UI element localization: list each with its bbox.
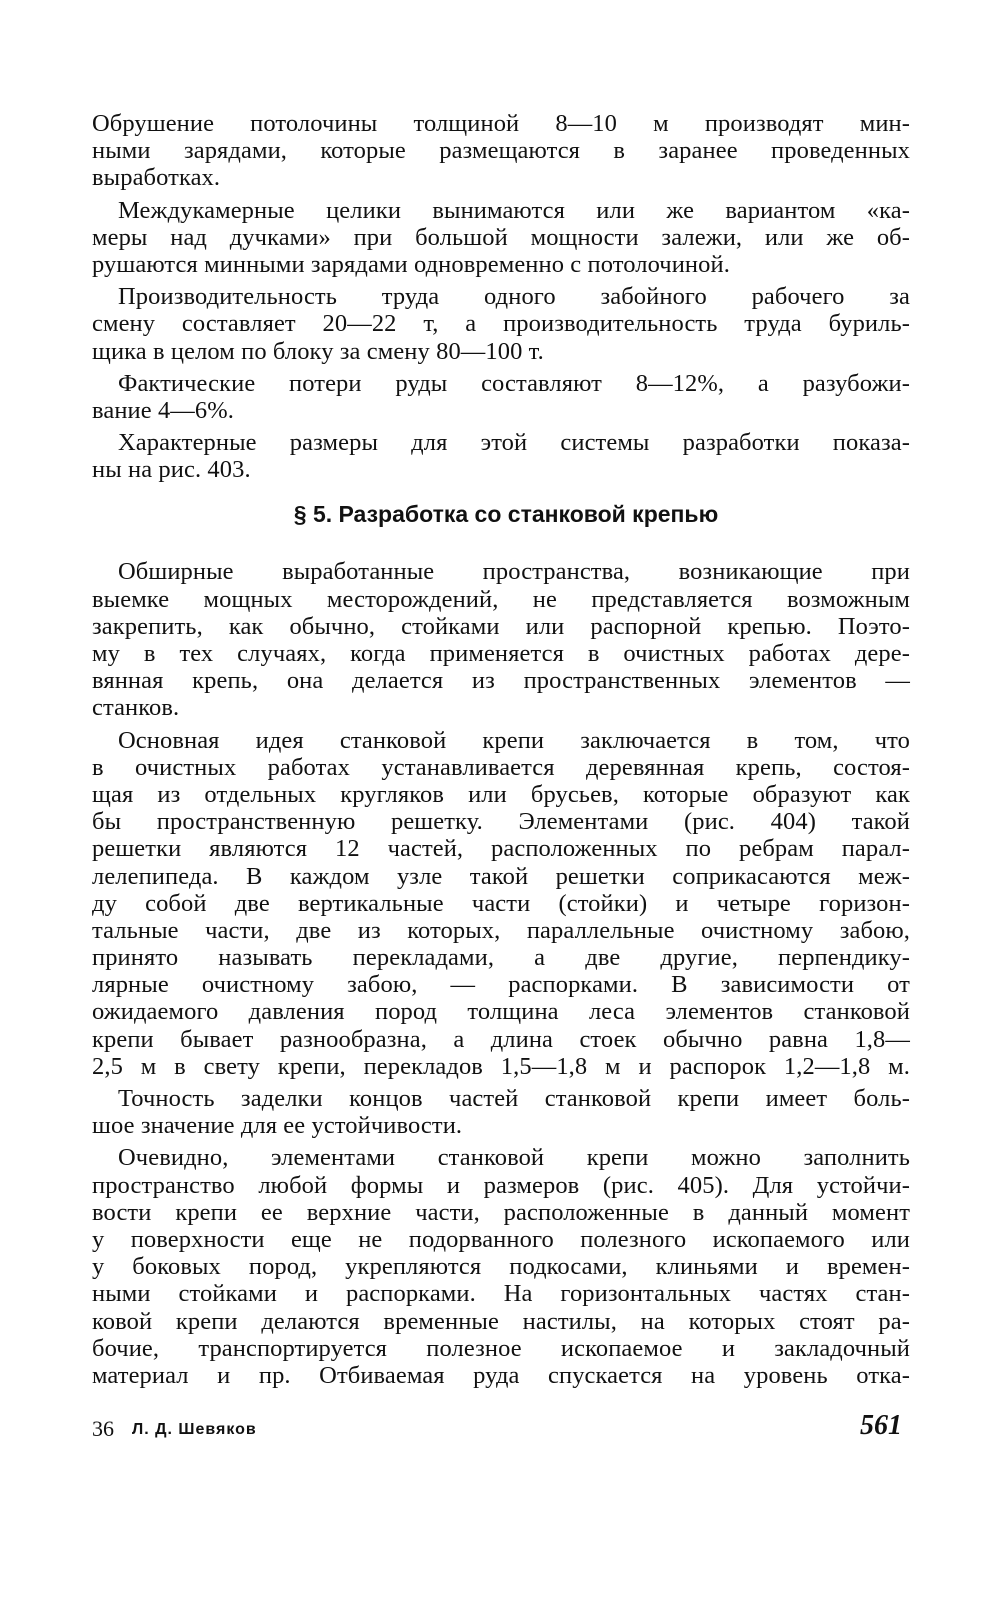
- page-footer: [92, 1410, 910, 1450]
- text-line: Очевидно, элементами станковой крепи можно заполнить: [118, 1144, 910, 1172]
- text-line: вание 4—6%.: [92, 396, 234, 424]
- text-line: ду собой две вертикальные части (стойки) и четыре горизон-: [92, 889, 910, 917]
- text-line: Междукамерные целики вынимаются или же вариантом «ка-: [118, 196, 910, 224]
- page-body: [92, 110, 910, 1394]
- text-block-bottom: [92, 558, 910, 1389]
- paragraph: [92, 197, 910, 279]
- text-line: у поверхности еще не подорванного полезного ископаемого или: [92, 1225, 910, 1253]
- text-line: му в тех случаях, когда применяется в очистных работах дере-: [92, 640, 910, 667]
- text-line: решетки являются 12 частей, расположенных по ребрам парал-: [92, 835, 910, 863]
- text-line: в очистных работах устанавливается деревянная крепь, состоя-: [92, 753, 910, 781]
- text-line: щая из отдельных кругляков или брусьев, которые образуют как: [92, 780, 910, 808]
- section-heading: § 5. Разработка со станковой крепью: [293, 501, 719, 528]
- text-line: Обширные выработанные пространства, возникающие при: [118, 558, 910, 586]
- text-line: Производительность труда одного забойного рабочего за: [118, 283, 910, 311]
- text-line: выработках.: [92, 164, 221, 192]
- text-line: лярные очистному забою, — распорками. В зависимости от: [92, 971, 910, 999]
- text-line: у боковых пород, укрепляются подкосами, клиньями и времен-: [92, 1253, 910, 1281]
- text-line: вянная крепь, она делается из пространственных элементов —: [92, 667, 910, 695]
- text-line: ными зарядами, которые размещаются в заранее проведенных: [92, 137, 910, 165]
- text-line: бы пространственную решетку. Элементами (рис. 404) такой: [92, 808, 910, 836]
- text-line: меры над дучками» при большой мощности залежи, или же об-: [92, 223, 910, 251]
- text-line: рушаются минными зарядами одновременно с потолочиной.: [92, 250, 730, 278]
- paragraph: [92, 1144, 910, 1389]
- text-line: выемке мощных месторождений, не представляется возможным: [92, 585, 910, 613]
- text-line: Точность заделки концов частей станковой крепи имеет боль-: [118, 1085, 910, 1112]
- signature-mark: 36: [92, 1416, 114, 1441]
- text-line: Фактические потери руды составляют 8—12%, а разубожи-: [118, 369, 910, 397]
- text-line: Обрушение потолочины толщиной 8—10 м производят мин-: [92, 110, 910, 137]
- text-line: бочие, транспортируется полезное ископаемое и закладочный: [92, 1334, 910, 1362]
- paragraph: [92, 1085, 910, 1139]
- text-block-top: [92, 110, 910, 483]
- paragraph: [92, 110, 910, 192]
- text-line: шое значение для ее устойчивости.: [92, 1112, 463, 1140]
- paragraph: [92, 727, 910, 1080]
- text-line: принято называть перекладами, а две другие, перпендику-: [92, 944, 910, 972]
- paragraph: [92, 429, 910, 483]
- paragraph: [92, 558, 910, 721]
- text-line: ными стойками и распорками. На горизонтальных частях стан-: [92, 1280, 910, 1308]
- text-line: Характерные размеры для этой системы разработки показа-: [118, 429, 910, 457]
- text-line: станков.: [92, 694, 180, 722]
- text-line: ковой крепи делаются временные настилы, на которых стоят ра-: [92, 1307, 910, 1335]
- text-line: пространство любой формы и размеров (рис. 405). Для устойчи-: [92, 1171, 910, 1199]
- text-line: лелепипеда. В каждом узле такой решетки соприкасаются меж-: [92, 862, 910, 890]
- text-line: 2,5 м в свету крепи, перекладов 1,5—1,8 м и распорок 1,2—1,8 м.: [92, 1052, 910, 1080]
- text-line: ожидаемого давления пород толщина леса элементов станковой: [92, 998, 910, 1026]
- text-line: закрепить, как обычно, стойками или распорной крепью. Поэто-: [92, 612, 910, 640]
- text-line: Основная идея станковой крепи заключается в том, что: [118, 726, 910, 754]
- text-line: тальные части, две из которых, параллельные очистному забою,: [92, 916, 910, 944]
- text-line: ны на рис. 403.: [92, 456, 251, 484]
- page-number: 561: [860, 1410, 902, 1441]
- text-line: щика в целом по блоку за смену 80—100 т.: [92, 337, 544, 365]
- text-line: вости крепи ее верхние части, расположенные в данный момент: [92, 1198, 910, 1226]
- paragraph: [92, 370, 910, 424]
- text-line: материал и пр. Отбиваемая руда спускается на уровень отка-: [92, 1361, 910, 1389]
- text-line: смену составляет 20—22 т, а производительность труда буриль-: [92, 310, 910, 338]
- paragraph: [92, 283, 910, 365]
- author-name: Л. Д. Шевяков: [132, 1421, 257, 1438]
- text-line: крепи бывает разнообразна, а длина стоек обычно равна 1,8—: [92, 1025, 910, 1053]
